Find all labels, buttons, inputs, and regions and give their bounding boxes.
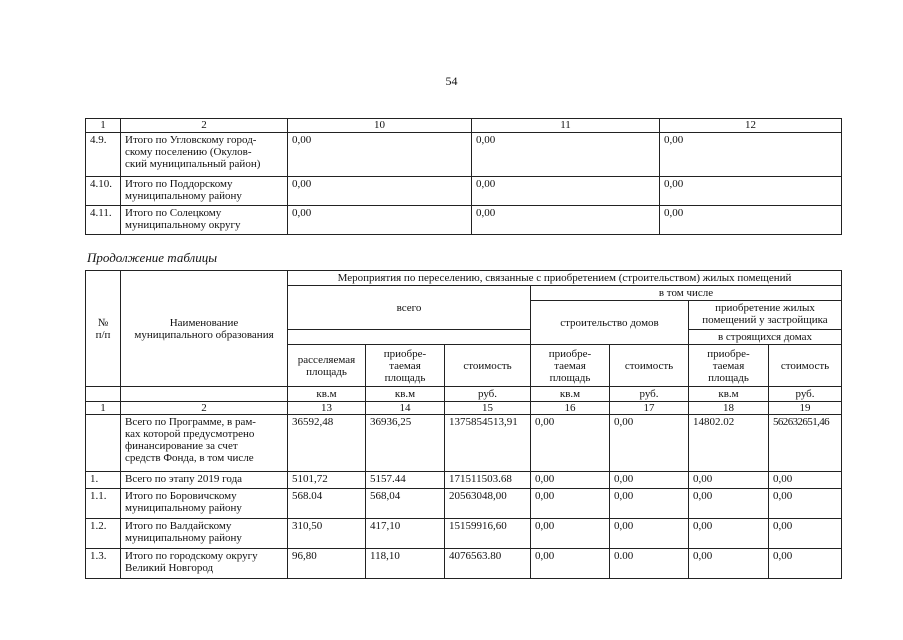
header-acquired-area: приобре- таемая площадь [531,345,610,387]
cell-value: 0,00 [689,489,769,519]
header-cost: стоимость [769,345,842,387]
header-construction: строительство домов [531,301,689,345]
table-row [86,177,842,206]
cell-value: 5101,72 [288,472,366,489]
col-number: 2 [121,402,288,415]
row-name: Итого по Боровичскому муниципальному району [121,489,288,519]
cell-value: 0,00 [660,177,842,206]
cell-value: 4076563.80 [445,549,531,579]
header-resettled-area: расселяемая площадь [288,345,366,387]
col-number: 1 [86,119,121,133]
header-acquired-area: приобре- таемая площадь [366,345,445,387]
col-number: 10 [288,119,472,133]
header-acquired-area: приобре- таемая площадь [689,345,769,387]
table-row [86,206,842,235]
cell-value: 0,00 [769,489,842,519]
unit-label: кв.м [366,387,445,402]
cell-value: 5157.44 [366,472,445,489]
cell-value: 0,00 [472,206,660,235]
header-group: Мероприятия по переселению, связанные с приобретением (строительством) жилых помещений [288,271,842,286]
row-name: Итого по Солецкому муниципальному округу [121,206,288,235]
cell-value: 96,80 [288,549,366,579]
row-number: 1.2. [86,519,121,549]
table-row [86,133,842,177]
unit-label: руб. [445,387,531,402]
row-number: 1.3. [86,549,121,579]
col-number: 16 [531,402,610,415]
cell-value: 0,00 [531,549,610,579]
col-number: 15 [445,402,531,415]
table-row [86,415,842,472]
cell-value: 0,00 [689,519,769,549]
col-number: 19 [769,402,842,415]
cell-value: 568,04 [366,489,445,519]
unit-label: руб. [610,387,689,402]
continuation-title: Продолжение таблицы [87,250,218,265]
unit-spacer [86,387,121,402]
cell-value: 20563048,00 [445,489,531,519]
header-municipality: Наименование муниципального образования [121,271,288,387]
cell-value: 0,00 [531,472,610,489]
cell-value: 0,00 [472,177,660,206]
row-number: 1. [86,472,121,489]
row-number: 4.9. [86,133,121,177]
unit-label: кв.м [288,387,366,402]
cell-value: 0,00 [288,177,472,206]
table-row [86,519,842,549]
cell-value: 310,50 [288,519,366,549]
row-name: Итого по Валдайскому муниципальному району [121,519,288,549]
cell-value: 0,00 [288,133,472,177]
column-number-row [86,119,842,133]
unit-label: руб. [769,387,842,402]
cell-value: 0,00 [531,415,610,472]
unit-label: кв.м [531,387,610,402]
table-row [86,549,842,579]
column-number-row [86,402,842,415]
cell-value: 36592,48 [288,415,366,472]
cell-value: 0,00 [472,133,660,177]
row-number: 4.10. [86,177,121,206]
header-spacer [288,330,531,345]
row-name: Итого по Поддорскому муниципальному району [121,177,288,206]
col-number: 18 [689,402,769,415]
cell-value: 14802.02 [689,415,769,472]
row-name: Итого по Угловскому город- скому поселению (Окулов- ский муниципальный район) [121,133,288,177]
row-number: 4.11. [86,206,121,235]
header-num: № п/п [86,271,121,387]
cell-value: 0,00 [610,519,689,549]
col-number: 17 [610,402,689,415]
cell-value: 0,00 [531,489,610,519]
cell-value: 171511503.68 [445,472,531,489]
header-cost: стоимость [610,345,689,387]
cell-value: 0,00 [610,489,689,519]
row-number: 1.1. [86,489,121,519]
header-total: всего [288,286,531,330]
cell-value: 15159916,60 [445,519,531,549]
col-number: 12 [660,119,842,133]
cell-value: 0,00 [531,519,610,549]
header-in-buildings: в строящихся домах [689,330,842,345]
table-row [86,472,842,489]
row-number [86,415,121,472]
header-cost: стоимость [445,345,531,387]
cell-value: 0,00 [769,549,842,579]
cell-value: 0,00 [689,472,769,489]
page-number: 54 [445,74,458,88]
unit-spacer [121,387,288,402]
cell-value: 0,00 [288,206,472,235]
cell-value: 0,00 [660,133,842,177]
table-row [86,489,842,519]
cell-value: 118,10 [366,549,445,579]
cell-value: 417,10 [366,519,445,549]
cell-value: 36936,25 [366,415,445,472]
cell-value: 0,00 [689,549,769,579]
cell-value: 562632651,46 [769,415,842,472]
cell-value: 0.00 [610,549,689,579]
cell-value: 0,00 [769,472,842,489]
cell-value: 1375854513,91 [445,415,531,472]
cell-value: 0,00 [769,519,842,549]
col-number: 2 [121,119,288,133]
col-number: 14 [366,402,445,415]
cell-value: 0,00 [660,206,842,235]
col-number: 13 [288,402,366,415]
row-name: Итого по городскому округу Великий Новгород [121,549,288,579]
cell-value: 0,00 [610,472,689,489]
unit-label: кв.м [689,387,769,402]
col-number: 11 [472,119,660,133]
row-name: Всего по Программе, в рам- ках которой предусмотрено финансирование за счет средств Фонда, в том числе [121,415,288,472]
header-acquisition: приобретение жилых помещений у застройщика [689,301,842,330]
continuation-table-top [85,118,842,235]
resettlement-table [85,270,842,579]
cell-value: 0,00 [610,415,689,472]
cell-value: 568.04 [288,489,366,519]
header-including: в том числе [531,286,842,301]
col-number: 1 [86,402,121,415]
row-name: Всего по этапу 2019 года [121,472,288,489]
